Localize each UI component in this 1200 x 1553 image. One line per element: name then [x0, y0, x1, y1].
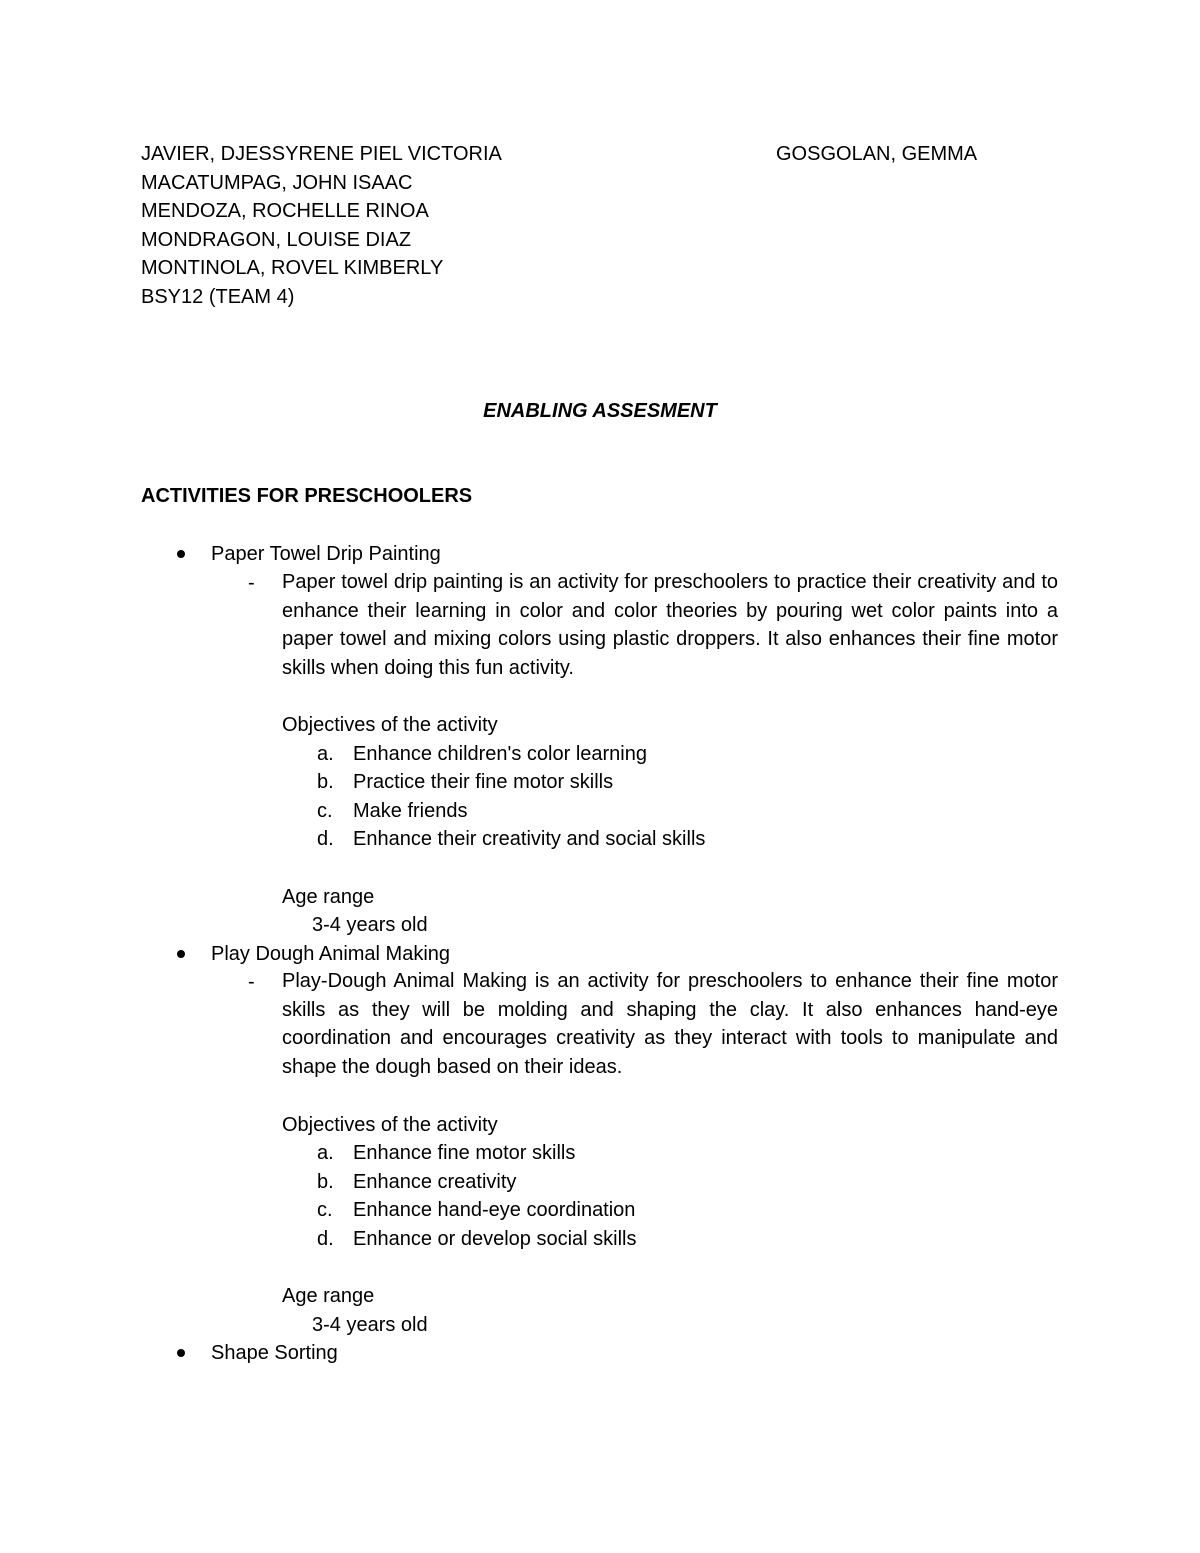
age-range-label: Age range [282, 1285, 375, 1307]
objective-letter: a. [317, 743, 334, 765]
activity-description: Play-Dough Animal Making is an activity for preschoolers to enhance their fine motor skills as they will be molding and shaping the clay. It also enhances hand-eye coordination and encourages creativity as they interact with tools to manipulate and shape the dough based on their ideas. [282, 970, 1058, 1078]
activity-name: Play Dough Animal Making [211, 943, 451, 965]
section-heading: ACTIVITIES FOR PRESCHOOLERS [141, 485, 473, 507]
age-range-value: 3-4 years old [312, 914, 428, 936]
objective-item: Make friends [353, 800, 468, 822]
bullet-icon [177, 1349, 185, 1357]
objective-item: Enhance or develop social skills [353, 1228, 637, 1250]
activity-description: Paper towel drip painting is an activity for preschoolers to practice their creativity and to enhance their learning in color and color theories by pouring wet color paints into a paper towel and mixing colors using plastic droppers. It also enhances their fine motor skills when doing this fun activity. [282, 571, 1058, 679]
team-member-name: GOSGOLAN, GEMMA [776, 143, 978, 165]
objective-letter: d. [317, 1228, 334, 1250]
document-title: ENABLING ASSESMENT [483, 400, 717, 422]
objectives-label: Objectives of the activity [282, 714, 498, 736]
objective-letter: c. [317, 800, 333, 822]
objective-item: Enhance hand-eye coordination [353, 1199, 636, 1221]
objective-item: Enhance children's color learning [353, 743, 647, 765]
age-range-label: Age range [282, 886, 375, 908]
section-team-label: BSY12 (TEAM 4) [141, 286, 295, 308]
team-member-name: JAVIER, DJESSYRENE PIEL VICTORIA [141, 143, 502, 165]
objective-item: Practice their fine motor skills [353, 771, 614, 793]
age-range-value: 3-4 years old [312, 1314, 428, 1336]
objective-item: Enhance fine motor skills [353, 1142, 576, 1164]
team-member-name: MENDOZA, ROCHELLE RINOA [141, 200, 429, 222]
bullet-icon [177, 550, 185, 558]
objective-letter: c. [317, 1199, 333, 1221]
team-member-name: MONDRAGON, LOUISE DIAZ [141, 229, 412, 251]
objective-item: Enhance creativity [353, 1171, 517, 1193]
objective-letter: b. [317, 771, 334, 793]
objective-letter: a. [317, 1142, 334, 1164]
team-member-name: MONTINOLA, ROVEL KIMBERLY [141, 257, 444, 279]
objective-letter: d. [317, 828, 334, 850]
dash-marker: - [248, 572, 255, 594]
dash-marker: - [248, 971, 255, 993]
team-member-name: MACATUMPAG, JOHN ISAAC [141, 172, 413, 194]
objectives-label: Objectives of the activity [282, 1114, 498, 1136]
bullet-icon [177, 950, 185, 958]
activity-name: Paper Towel Drip Painting [211, 543, 441, 565]
activity-name: Shape Sorting [211, 1342, 338, 1364]
objective-item: Enhance their creativity and social skills [353, 828, 706, 850]
objective-letter: b. [317, 1171, 334, 1193]
